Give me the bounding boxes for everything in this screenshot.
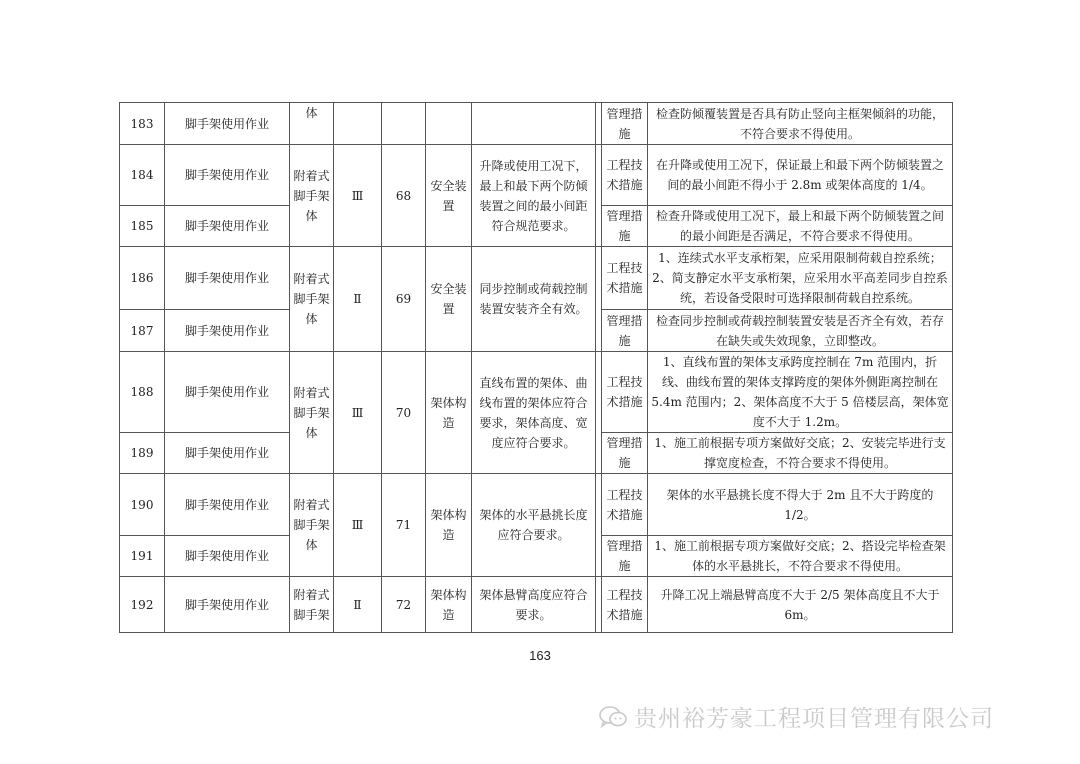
measure-text: 1、连续式水平支承桁架，应采用限制荷载自控系统；2、简支静定水平支承桁架，应采用水平高差同步自控系统，若设备受限时可选择限制荷载自控系统。 xyxy=(648,247,953,310)
task-name: 脚手架使用作业 xyxy=(165,536,290,577)
task-name: 脚手架使用作业 xyxy=(165,206,290,247)
task-name: 脚手架使用作业 xyxy=(165,247,290,310)
check-content: 直线布置的架体、曲线布置的架体应符合要求，架体高度、宽度应符合要求。 xyxy=(472,352,596,474)
check-content: 升降或使用工况下，最上和最下两个防倾装置之间的最小间距符合规范要求。 xyxy=(472,145,596,247)
measure-type: 管理措施 xyxy=(602,536,648,577)
measure-type: 管理措施 xyxy=(602,433,648,474)
risk-grade: Ⅱ xyxy=(334,247,382,352)
row-number: 189 xyxy=(120,433,165,474)
table-row xyxy=(120,577,953,633)
row-number: 186 xyxy=(120,247,165,310)
scaffold-type: 附着式脚手架体 xyxy=(290,352,334,474)
row-number: 184 xyxy=(120,145,165,206)
measure-text: 1、直线布置的架体支承跨度控制在 7m 范围内，折线、曲线布置的架体支撑跨度的架体外侧距离控制在 5.4m 范围内；2、架体高度不大于 5 倍楼层高，架体宽度不大于 1.2m。 xyxy=(648,352,953,433)
row-number: 185 xyxy=(120,206,165,247)
measure-type: 工程技术措施 xyxy=(602,577,648,633)
task-name: 脚手架使用作业 xyxy=(165,577,290,633)
risk-grade: Ⅲ xyxy=(334,474,382,577)
table-row xyxy=(120,103,953,145)
table-row xyxy=(120,247,953,310)
measure-text: 在升降或使用工况下，保证最上和最下两个防倾装置之间的最小间距不得小于 2.8m 或架体高度的 1/4。 xyxy=(648,145,953,206)
check-content xyxy=(472,103,596,145)
row-number: 191 xyxy=(120,536,165,577)
task-name: 脚手架使用作业 xyxy=(165,474,290,536)
item-code: 69 xyxy=(382,247,426,352)
check-item: 架体构造 xyxy=(426,352,472,474)
check-item: 架体构造 xyxy=(426,474,472,577)
task-name: 脚手架使用作业 xyxy=(165,352,290,433)
item-code: 70 xyxy=(382,352,426,474)
task-name: 脚手架使用作业 xyxy=(165,310,290,352)
item-code: 71 xyxy=(382,474,426,577)
check-item: 安全装置 xyxy=(426,247,472,352)
measure-text: 架体的水平悬挑长度不得大于 2m 且不大于跨度的 1/2。 xyxy=(648,474,953,536)
scaffold-type: 附着式脚手架 xyxy=(290,577,334,633)
check-content: 同步控制或荷载控制装置安装齐全有效。 xyxy=(472,247,596,352)
check-item: 安全装置 xyxy=(426,145,472,247)
row-number: 183 xyxy=(120,103,165,145)
measure-text: 检查防倾覆装置是否具有防止竖向主框架倾斜的功能，不符合要求不得使用。 xyxy=(648,103,953,145)
measure-text: 1、施工前根据专项方案做好交底；2、搭设完毕检查架体的水平悬挑长，不符合要求不得使用。 xyxy=(648,536,953,577)
scaffold-type: 附着式脚手架体 xyxy=(290,247,334,352)
task-name: 脚手架使用作业 xyxy=(165,145,290,206)
check-content: 架体的水平悬挑长度应符合要求。 xyxy=(472,474,596,577)
row-number: 187 xyxy=(120,310,165,352)
risk-grade: Ⅲ xyxy=(334,145,382,247)
watermark-text: 贵州裕芳豪工程项目管理有限公司 xyxy=(634,706,994,732)
watermark xyxy=(598,700,994,733)
page-number: 163 xyxy=(529,648,551,663)
wechat-icon xyxy=(598,705,628,729)
row-number: 188 xyxy=(120,352,165,433)
table-row xyxy=(120,352,953,433)
measure-type: 工程技术措施 xyxy=(602,352,648,433)
table-row xyxy=(120,474,953,536)
scaffold-type: 体 xyxy=(290,103,334,145)
scaffold-type: 附着式脚手架体 xyxy=(290,145,334,247)
check-content: 架体悬臂高度应符合要求。 xyxy=(472,577,596,633)
measure-text: 升降工况上端悬臂高度不大于 2/5 架体高度且不大于 6m。 xyxy=(648,577,953,633)
row-number: 192 xyxy=(120,577,165,633)
measure-text: 1、施工前根据专项方案做好交底；2、安装完毕进行支撑宽度检查，不符合要求不得使用。 xyxy=(648,433,953,474)
check-item: 架体构造 xyxy=(426,577,472,633)
item-code: 68 xyxy=(382,145,426,247)
risk-grade: Ⅲ xyxy=(334,352,382,474)
item-code: 72 xyxy=(382,577,426,633)
table-row xyxy=(120,145,953,206)
measure-text: 检查升降或使用工况下，最上和最下两个防倾装置之间的最小间距是否满足，不符合要求不得使用。 xyxy=(648,206,953,247)
item-code xyxy=(382,103,426,145)
measure-type: 管理措施 xyxy=(602,206,648,247)
measure-type: 工程技术措施 xyxy=(602,474,648,536)
task-name: 脚手架使用作业 xyxy=(165,433,290,474)
measure-type: 工程技术措施 xyxy=(602,145,648,206)
row-number: 190 xyxy=(120,474,165,536)
risk-grade: Ⅱ xyxy=(334,577,382,633)
task-name: 脚手架使用作业 xyxy=(165,103,290,145)
check-item xyxy=(426,103,472,145)
risk-grade xyxy=(334,103,382,145)
measure-type: 管理措施 xyxy=(602,310,648,352)
measure-text: 检查同步控制或荷载控制装置安装是否齐全有效，若存在缺失或失效现象，立即整改。 xyxy=(648,310,953,352)
measure-type: 管理措施 xyxy=(602,103,648,145)
hazard-table xyxy=(119,102,953,633)
measure-type: 工程技术措施 xyxy=(602,247,648,310)
scaffold-type: 附着式脚手架体 xyxy=(290,474,334,577)
